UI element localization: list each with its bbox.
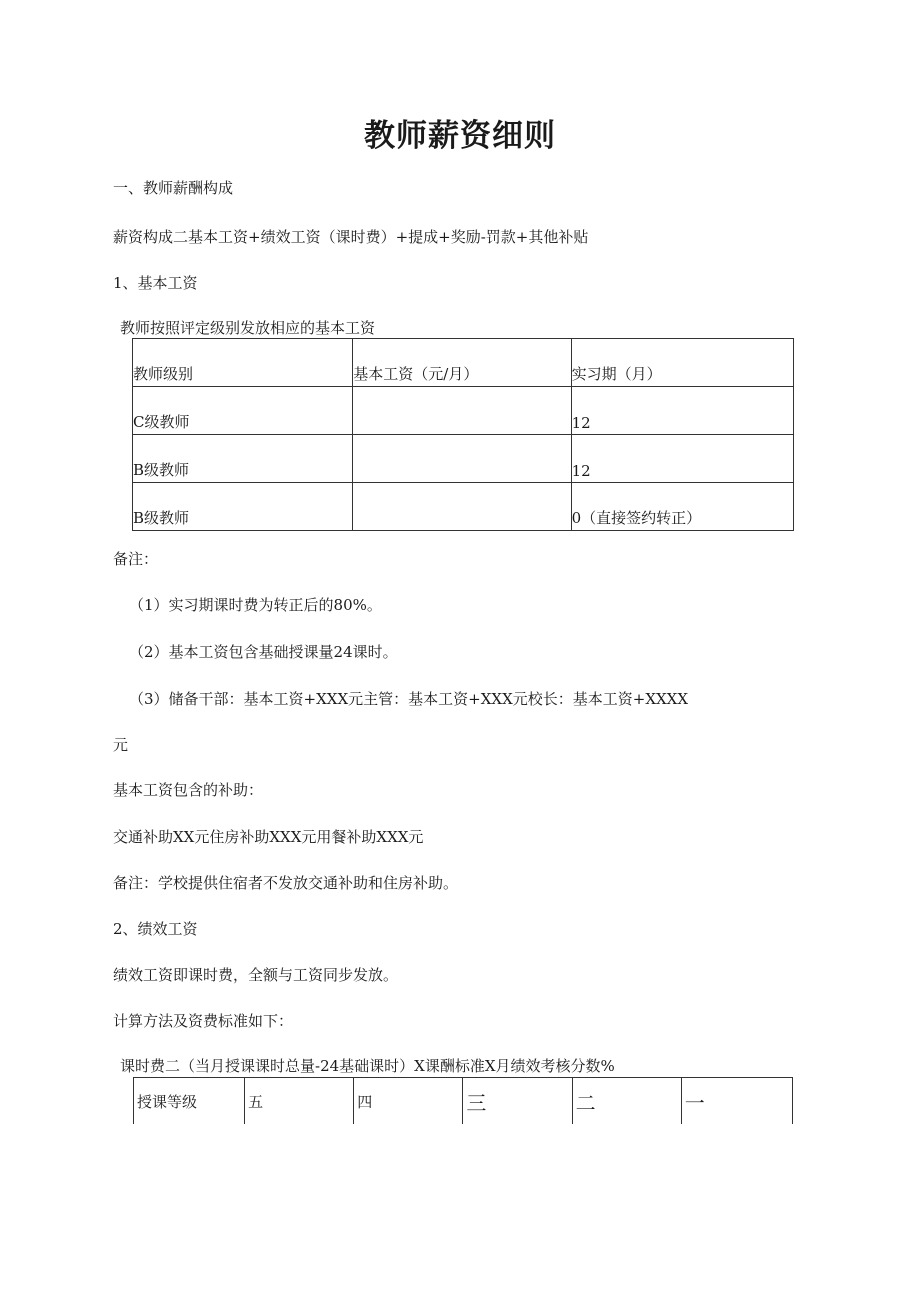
page-title: 教师薪资细则 (364, 118, 556, 154)
table-row (133, 483, 794, 531)
note-item: （2）基本工资包含基础授课量24课时。 (129, 643, 398, 661)
basic-salary-intro: 教师按照评定级别发放相应的基本工资 (120, 319, 376, 337)
note-item: （1）实习期课时费为转正后的80%。 (129, 596, 382, 614)
note-item-wrap: 元 (113, 736, 129, 754)
table-cell (353, 435, 571, 483)
table-header-row (133, 339, 794, 387)
notes-label: 备注： (113, 550, 159, 568)
table-row (133, 387, 794, 435)
table-header: 四 (354, 1078, 463, 1125)
table-header: 实习期（月） (571, 339, 793, 387)
allowance-note: 备注：学校提供住宿者不发放交通补助和住房补助。 (113, 874, 459, 892)
table-cell: C级教师 (133, 387, 353, 435)
allowance-heading: 基本工资包含的补助： (113, 781, 264, 799)
table-header: 基本工资（元/月） (353, 339, 571, 387)
table-row (133, 435, 794, 483)
table-cell (353, 483, 571, 531)
performance-desc: 绩效工资即课时费，全额与工资同步发放。 (113, 966, 399, 984)
table-cell: B级教师 (133, 435, 353, 483)
table-header: 教师级别 (133, 339, 353, 387)
table-header: 授课等级 (134, 1078, 245, 1125)
table-header-row (134, 1078, 793, 1125)
table-cell: 12 (571, 435, 793, 483)
table-cell: 0（直接签约转正） (571, 483, 793, 531)
table-header: 一 (681, 1078, 792, 1125)
salary-formula: 薪资构成二基本工资+绩效工资（课时费）+提成+奖励-罚款+其他补贴 (113, 228, 589, 246)
table-cell: 12 (571, 387, 793, 435)
allowance-items: 交通补助XX元住房补助XXX元用餐补助XXX元 (113, 828, 424, 846)
section-heading: 一、教师薪酬构成 (113, 179, 234, 197)
note-item: （3）储备干部：基本工资+XXX元主管：基本工资+XXX元校长：基本工资+XXXX (129, 690, 689, 708)
teaching-grade-table (133, 1077, 793, 1124)
table-header: 二 (572, 1078, 681, 1125)
table-header: 三 (463, 1078, 572, 1125)
basic-salary-table (132, 338, 794, 531)
performance-heading: 2、绩效工资 (113, 920, 198, 938)
performance-method: 计算方法及资费标准如下： (113, 1012, 294, 1030)
table-header: 五 (245, 1078, 354, 1125)
table-cell (353, 387, 571, 435)
table-cell: B级教师 (133, 483, 353, 531)
basic-salary-heading: 1、基本工资 (113, 274, 198, 292)
lesson-fee-formula: 课时费二（当月授课课时总量-24基础课时）X课酬标准X月绩效考核分数% (120, 1057, 615, 1075)
